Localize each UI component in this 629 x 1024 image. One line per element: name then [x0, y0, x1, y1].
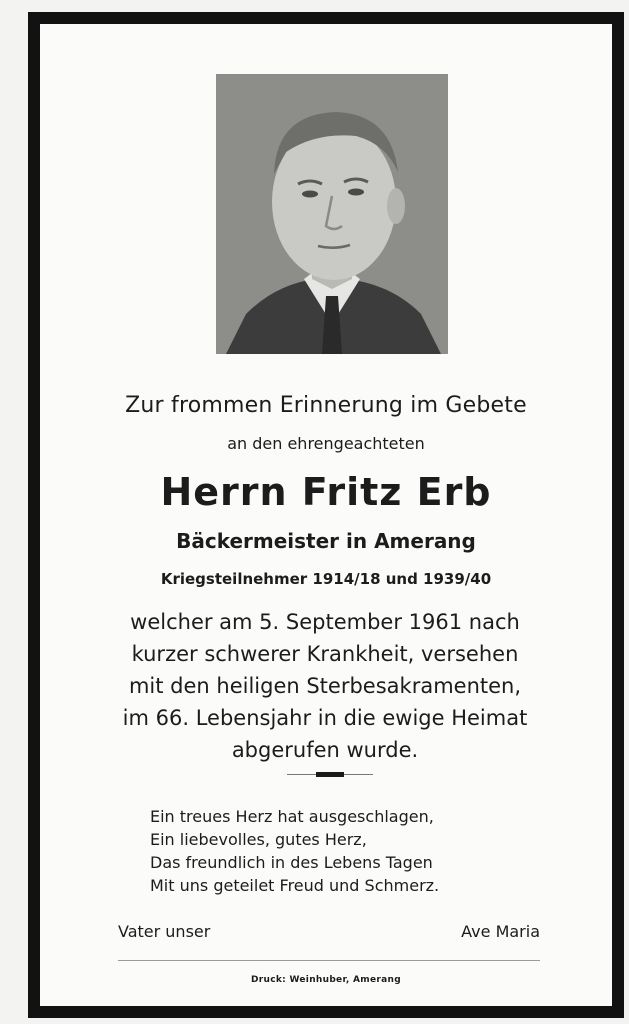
printer-imprint: Druck: Weinhuber, Amerang	[251, 975, 401, 985]
death-notice-text	[90, 606, 560, 766]
verse-line: Das freundlich in des Lebens Tagen	[150, 853, 433, 872]
deceased-name: Herrn Fritz Erb	[160, 470, 492, 514]
divider-mark	[316, 772, 344, 777]
occupation: Bäckermeister in Amerang	[176, 529, 476, 553]
notice-line: abgerufen wurde.	[231, 738, 419, 762]
notice-line: welcher am 5. September 1961 nach	[130, 610, 520, 634]
portrait-photo	[216, 74, 448, 354]
prayer-ave-maria: Ave Maria	[461, 922, 540, 941]
prayer-vater-unser: Vater unser	[118, 922, 211, 941]
notice-line: im 66. Lebensjahr in die ewige Heimat	[122, 706, 528, 730]
notice-line: mit den heiligen Sterbesakramenten,	[128, 674, 522, 698]
veteran-note: Kriegsteilnehmer 1914/18 und 1939/40	[160, 570, 492, 588]
verse-line: Mit uns geteilet Freud und Schmerz.	[150, 876, 440, 895]
notice-line: kurzer schwerer Krankheit, versehen	[131, 642, 519, 666]
memorial-verse	[150, 805, 439, 897]
footer-rule	[118, 960, 540, 961]
dedication-subheading: an den ehrengeachteten	[227, 434, 425, 453]
dedication-heading: Zur frommen Erinnerung im Gebete	[125, 393, 527, 418]
portrait-figure	[216, 74, 448, 354]
memorial-card	[28, 12, 624, 1018]
verse-line: Ein treues Herz hat ausgeschlagen,	[150, 807, 434, 826]
verse-line: Ein liebevolles, gutes Herz,	[150, 830, 367, 849]
